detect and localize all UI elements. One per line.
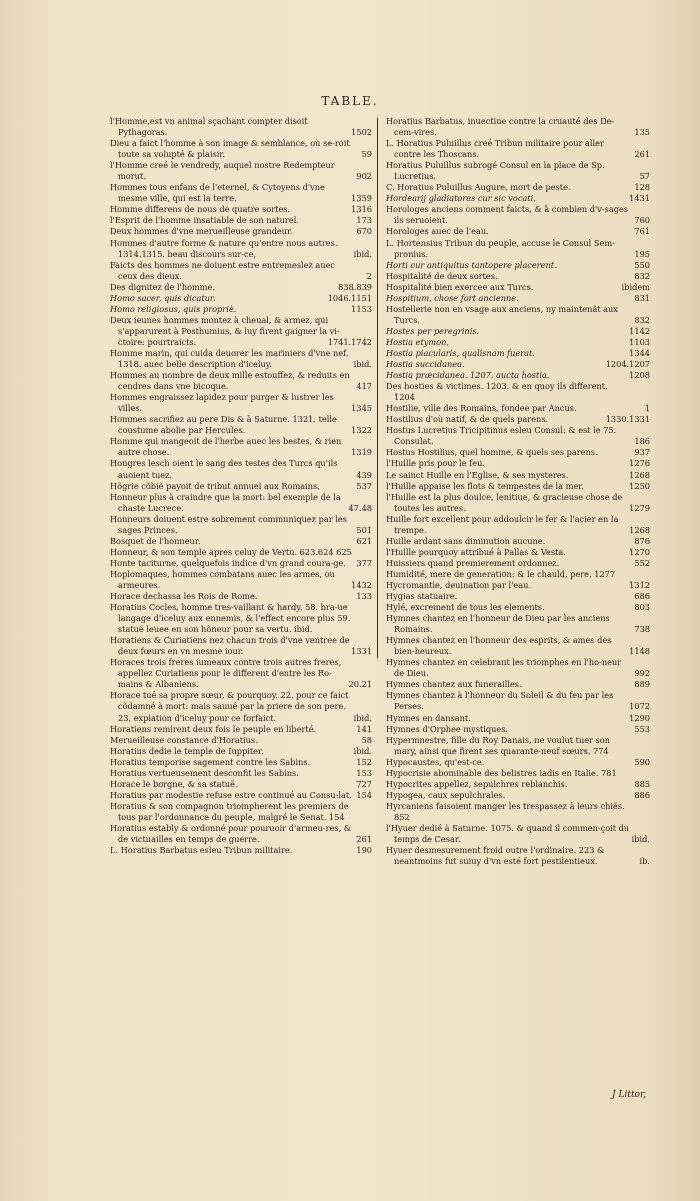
entry-page-ref: ibid.	[353, 712, 372, 723]
entry-page-ref: 1204.1207	[605, 359, 650, 370]
entry-page-ref: 832	[634, 314, 650, 325]
index-entry	[386, 768, 650, 779]
index-entry	[110, 293, 372, 304]
index-entry	[386, 370, 650, 381]
index-entry	[110, 282, 372, 293]
index-entry	[386, 116, 650, 138]
index-entry	[110, 492, 372, 514]
entry-text: Horatius Barbatus, inuectiue contre la cruauté des De-cem-vires.	[386, 116, 615, 138]
entry-text: L. Horatius Puluillus creé Tribun militaire pour aller contre les Thoscans.	[386, 138, 604, 160]
entry-page-ref: 550	[634, 259, 650, 270]
entry-page-ref: 1270	[629, 546, 650, 557]
entry-page-ref: ibidem	[621, 281, 650, 292]
entry-page-ref: 1432	[351, 579, 372, 590]
entry-page-ref: 57	[639, 171, 650, 182]
index-entry	[386, 724, 650, 735]
entry-text: Hostus Hostilius, quel homme, & quels ses parens.	[386, 447, 598, 458]
entry-page-ref: 1319	[351, 447, 372, 458]
entry-text: Huille ardant sans diminution aucune.	[386, 535, 546, 546]
index-entry	[110, 823, 372, 845]
index-entry	[386, 293, 650, 304]
index-entry	[110, 558, 372, 569]
entry-page-ref: 2	[366, 270, 372, 281]
entry-text: Horatius Cocles, homme tres-vaillant & hardy. 58. bra-ue langage d'iceluy aux ennemis, & l'effect encore plus 59. statuë leuee en son hõneur pour sa vertu. ibid.	[110, 602, 351, 635]
index-entry	[110, 591, 372, 602]
index-entry	[110, 182, 372, 204]
entry-page-ref: 1359	[351, 193, 372, 204]
entry-page-ref: 1268	[629, 469, 650, 480]
entry-page-ref: 537	[356, 480, 372, 491]
entry-page-ref: 59	[361, 149, 372, 160]
entry-text: Horatius Puluillus subrogé Consul en la place de Sp. Lucretius.	[386, 160, 605, 182]
index-entry	[110, 690, 372, 723]
entry-text: Hostus Lucretius Tricipitinus esleu Consul: & est le 75. Consulat.	[386, 425, 617, 447]
entry-page-ref: 1046.1151	[327, 292, 372, 303]
entry-page-ref: 1103	[629, 336, 650, 347]
index-entry	[110, 436, 372, 458]
entry-page-ref: 261	[356, 834, 372, 845]
entry-text: Deux ieunes hommes montez à cheual, & armez, qui s'apparurent à Posthumius, & luy firent gaigner la vi-ctoire: pourtraicts.	[110, 314, 340, 347]
entry-text: Hycromantie, deuination par l'eau.	[386, 579, 532, 590]
index-entry	[386, 635, 650, 657]
index-entry	[110, 845, 372, 856]
index-entry	[386, 348, 650, 359]
entry-text: Hospitalité de deux sortes.	[386, 270, 498, 281]
index-entry	[110, 414, 372, 436]
entry-text: Hõgrie cõbiẽ payoit de tribut annuel aux Romains.	[110, 480, 320, 491]
entry-text: Horologes anciens comment faicts, & à combien d'v-sages ils seruoient.	[386, 204, 628, 226]
entry-text: Hostia succidanea.	[386, 359, 465, 370]
entry-text: Hymnes chantez à l'honneur du Soleil & du feu par les Perses.	[386, 690, 614, 712]
entry-text: Horatius par modestie refuse estre continué au Consu-lat.	[110, 789, 352, 800]
column-divider	[377, 118, 378, 658]
entry-text: Horace dechassa les Rois de Rome.	[110, 591, 258, 602]
entry-page-ref: 937	[634, 447, 650, 458]
entry-text: Hostia etymon,	[386, 336, 449, 347]
entry-text: Honte taciturne, quelquefois indice d'vn grand coura-ge.	[110, 557, 346, 568]
entry-text: Hygias statuaire.	[386, 591, 458, 602]
index-entry	[386, 414, 650, 425]
entry-text: l'Homme,est vn animal sçachant compter disoit Pythagoras.	[110, 116, 308, 138]
entry-page-ref: 1279	[629, 502, 650, 513]
entry-page-ref: 1502	[351, 127, 372, 138]
entry-text: Hostilie, ville des Romains, fondee par Ancus.	[386, 403, 577, 414]
entry-text: Hoplomaques, hommes combatans auec les armes, ou armeures.	[110, 568, 335, 590]
entry-text: l'Huille pourquoy attribué à Pallas & Vesta.	[386, 546, 566, 557]
entry-page-ref: ibid.	[353, 248, 372, 259]
index-entry	[110, 635, 372, 657]
index-entry	[110, 514, 372, 536]
index-entry	[110, 315, 372, 348]
entry-text: Hyuer desmesurement froid outre l'ordinaire. 223 & neantmoins fut suiuy d'vn esté fort pestilentieux.	[386, 845, 605, 867]
entry-page-ref: 1331	[351, 646, 372, 657]
index-entry	[110, 160, 372, 182]
index-entry	[386, 713, 650, 724]
entry-text: Bosquet de l'honneur.	[110, 535, 201, 546]
entry-text: Horatiens remirent deux fois le peuple en liberté.	[110, 723, 317, 734]
entry-page-ref: 20.21	[348, 679, 372, 690]
entry-text: Des dignitez de l'homme.	[110, 281, 215, 292]
entry-text: Hostia piacularis, qualisnam fuerat.	[386, 347, 535, 358]
entry-page-ref: 1344	[629, 347, 650, 358]
entry-text: l'Hyuer dedié à Saturne. 1075. & quand il commen-çoit du temps de Cesar.	[386, 823, 630, 845]
entry-page-ref: 1148	[629, 646, 650, 657]
index-entry	[386, 558, 650, 569]
entry-text: Hommes sacrifiez au pere Dis & à Saturne. 1321. telle coustume abolie par Hercules.	[110, 414, 337, 436]
entry-text: Hymnes chantez en l'honneur de Dieu par les anciens Romains.	[386, 613, 610, 635]
entry-page-ref: 803	[634, 602, 650, 613]
entry-text: Horatius dedie le temple de Iuppiter.	[110, 745, 264, 756]
entry-page-ref: 1330.1331	[605, 414, 650, 425]
index-entry	[386, 757, 650, 768]
entry-text: Hymnes chantez aux funerailles.	[386, 679, 522, 690]
entry-page-ref: 1290	[629, 712, 650, 723]
entry-page-ref: 377	[356, 557, 372, 568]
left-column	[110, 116, 372, 856]
entry-text: Hostes per peregrinis.	[386, 325, 480, 336]
index-entry	[110, 348, 372, 370]
entry-text: Hylé, excrement de tous les elements.	[386, 602, 545, 613]
entry-page-ref: 553	[634, 723, 650, 734]
entry-text: Hymnes chantez en celebrant les triomphes en l'ho-neur de Dieu.	[386, 657, 622, 679]
entry-page-ref: 261	[634, 149, 650, 160]
index-entry	[386, 182, 650, 193]
entry-text: Hymnes chantez en l'honneur des esprits, & ames des bien-heureux.	[386, 635, 612, 657]
index-entry	[386, 282, 650, 293]
index-entry	[110, 138, 372, 160]
index-entry	[386, 271, 650, 282]
index-entry	[386, 481, 650, 492]
index-entry	[386, 260, 650, 271]
entry-text: Hyrcaniens faisoient manger les trespassez à leurs chiẽs. 852	[386, 800, 625, 822]
right-column	[386, 116, 650, 867]
entry-page-ref: 58	[361, 734, 372, 745]
index-entry	[386, 226, 650, 237]
index-entry	[386, 326, 650, 337]
entry-page-ref: 590	[634, 756, 650, 767]
entry-page-ref: 186	[634, 436, 650, 447]
entry-text: Hypocaustes, qu'est-ce.	[386, 756, 485, 767]
index-entry	[110, 801, 372, 823]
entry-text: Horologes auec de l'eau.	[386, 226, 489, 237]
index-entry	[386, 690, 650, 712]
index-entry	[386, 425, 650, 447]
index-entry	[110, 481, 372, 492]
entry-text: Horace tué sa propre sœur, & pourquoy. 22. pour ce faict cõdamné à mort: mais sauué par la priere de son pere. 23. expiation d'iceluy pour ce forfaict.	[110, 690, 349, 723]
entry-text: Hypermnestre, fille du Roy Danais, ne voulut tuer son mary, ainsi que firent ses quarante-neuf sœurs. 774	[386, 734, 610, 756]
entry-page-ref: 135	[634, 127, 650, 138]
index-entry	[386, 160, 650, 182]
index-entry	[386, 492, 650, 514]
entry-text: Honneur plus à craindre que la mort: bel exemple de la chaste Lucrece.	[110, 491, 341, 513]
entry-page-ref: 1	[644, 403, 650, 414]
entry-page-ref: 173	[356, 215, 372, 226]
index-entry	[386, 138, 650, 160]
index-entry	[386, 447, 650, 458]
entry-text: Hostia præcidanea. 1207. aucta hostia.	[386, 370, 550, 381]
entry-page-ref: 902	[356, 171, 372, 182]
index-entry	[110, 304, 372, 315]
index-entry	[110, 536, 372, 547]
entry-text: Hostellerie non en vsage aux anciens, ny maintenãt aux Turcs.	[386, 303, 618, 325]
index-entry	[110, 392, 372, 414]
entry-text: Le sainct Huille en l'Eglise, & ses mysteres.	[386, 469, 569, 480]
entry-page-ref: 133	[356, 591, 372, 602]
index-entry	[386, 613, 650, 635]
entry-text: Hordearij gladiatores cur sic vocati.	[386, 193, 536, 204]
entry-text: Homo religiosus, quis propriè.	[110, 303, 237, 314]
index-entry	[386, 735, 650, 757]
entry-text: Hymnes en dansant.	[386, 712, 471, 723]
entry-page-ref: 1268	[629, 524, 650, 535]
index-entry	[386, 204, 650, 226]
entry-text: Hypogea, caux sepulchrales.	[386, 789, 506, 800]
entry-text: Hongres lesch oient le sang des testes des Turcs qu'ils auoient tuez.	[110, 458, 338, 480]
entry-page-ref: 417	[356, 381, 372, 392]
index-entry	[386, 304, 650, 326]
entry-page-ref: 738	[634, 624, 650, 635]
index-entry	[386, 779, 650, 790]
entry-page-ref: 876	[634, 535, 650, 546]
index-entry	[386, 536, 650, 547]
index-entry	[386, 193, 650, 204]
entry-page-ref: 832	[634, 270, 650, 281]
entry-text: Hommes engraissez lapidez pour purger & lustrer les villes.	[110, 392, 334, 414]
entry-page-ref: ib.	[639, 856, 650, 867]
entry-page-ref: 1250	[629, 480, 650, 491]
index-entry	[386, 359, 650, 370]
entry-page-ref: 727	[356, 778, 372, 789]
index-entry	[110, 757, 372, 768]
index-entry	[110, 226, 372, 237]
entry-page-ref: ibid.	[353, 745, 372, 756]
entry-page-ref: 1276	[629, 458, 650, 469]
index-entry	[386, 458, 650, 469]
entry-page-ref: 621	[356, 535, 372, 546]
entry-page-ref: 190	[356, 845, 372, 856]
entry-text: Honneurs doiuent estre sobrement communiquez par les sages Princes.	[110, 513, 347, 535]
entry-text: Hommes au nombre de deux mille estouffez, & reduits en cendres dans vne bicoque.	[110, 370, 350, 392]
index-entry	[386, 823, 650, 845]
entry-page-ref: 1208	[629, 370, 650, 381]
entry-text: Horatius & son compagnon triompherent les premiers de tous par l'ordonnance du peuple, malgré le Senat. 154	[110, 800, 349, 822]
index-entry	[110, 746, 372, 757]
entry-text: Horatiens & Curiatiens nez chacun trois d'vne ventree de deux fœurs en vn mesme iour.	[110, 635, 350, 657]
entry-text: Hospitalité bien exercee aux Turcs.	[386, 281, 534, 292]
entry-text: Horatius estably & ordonné pour pouruoir d'armeu-res, & de victuailles en temps de guerre.	[110, 823, 352, 845]
entry-text: Hostilius d'où natif, & de quels parens.	[386, 414, 549, 425]
entry-page-ref: 831	[634, 292, 650, 303]
entry-page-ref: 761	[634, 226, 650, 237]
catchword: J Littor,	[612, 1090, 647, 1100]
index-entry	[110, 724, 372, 735]
entry-text: Homme marin, qui cuida deuorer les mariniers d'vne nef. 1318. auec belle description d'iceluy.	[110, 347, 349, 370]
entry-page-ref: 152	[356, 756, 372, 767]
entry-page-ref: ibid.	[353, 359, 372, 370]
index-entry	[110, 779, 372, 790]
entry-text: Horatius temporise sagement contre les Sabins.	[110, 756, 311, 767]
entry-text: Faicts des hommes ne doiuent estre entremeslez auec ceux des dieux.	[110, 259, 336, 281]
entry-text: l'Homme creé le vendredy, auquel nostre Redempteur morut.	[110, 160, 335, 182]
entry-text: Horti cur antiquitus tantopere placerent.	[386, 259, 557, 270]
entry-page-ref: 1153	[351, 303, 372, 314]
index-entry	[386, 381, 650, 403]
index-entry	[386, 580, 650, 591]
entry-text: Hypocrisie abominable des belistres iadis en Italie. 781	[386, 767, 617, 778]
entry-page-ref: 128	[634, 182, 650, 193]
index-entry	[386, 801, 650, 823]
entry-text: Des hosties & victimes. 1203. & en quoy ils different. 1204	[386, 381, 608, 403]
entry-text: Homo sacer, quis dicatur.	[110, 292, 216, 303]
index-entry	[110, 204, 372, 215]
entry-text: L. Horatius Barbatus esleu Tribun militaire.	[110, 845, 293, 856]
index-entry	[110, 569, 372, 591]
entry-page-ref: 1741.1742	[327, 336, 372, 347]
entry-text: Hypocrites appellez, sepulchres reblanchis.	[386, 778, 568, 789]
index-entry	[386, 403, 650, 414]
entry-text: Huissiers quand premierement ordonnez.	[386, 557, 560, 568]
entry-text: l'Huille est la plus doulce, lenitiue, & gracieuse chose de toutes les autres.	[386, 491, 623, 513]
index-entry	[386, 845, 650, 867]
index-entry	[110, 370, 372, 392]
index-entry	[386, 790, 650, 801]
entry-text: l'Esprit de l'homme insatiable de son naturel.	[110, 215, 299, 226]
index-entry	[386, 337, 650, 348]
entry-text: Merueilleuse constance d'Horatius.	[110, 734, 258, 745]
index-entry	[110, 768, 372, 779]
entry-page-ref: 153	[356, 767, 372, 778]
page-header: TABLE.	[321, 94, 379, 108]
entry-page-ref: 154	[356, 789, 372, 800]
entry-text: Horatius vertueusement desconfit les Sabins.	[110, 767, 299, 778]
entry-text: C. Horatius Puluillus Augure, mort de peste.	[386, 182, 571, 193]
index-entry	[110, 215, 372, 226]
entry-text: Hymnes d'Orphee mystiques.	[386, 723, 509, 734]
entry-text: Hommes tous enfans de l'eternel, & Cytoyens d'vne mesme ville, qui est la terre.	[110, 182, 325, 204]
entry-text: Huille fort excellent pour addoulcir le fer & l'acier en la trempe.	[386, 513, 619, 535]
index-entry	[110, 790, 372, 801]
entry-page-ref: 885	[634, 778, 650, 789]
entry-text: Hospitium, chose fort ancienne.	[386, 292, 519, 303]
entry-page-ref: 1431	[629, 193, 650, 204]
entry-page-ref: 439	[356, 469, 372, 480]
entry-page-ref: 47.48	[348, 502, 372, 513]
entry-text: Homme qui mangeoit de l'herbe auec les bestes, & rien autre chose.	[110, 436, 342, 458]
entry-text: Hommes d'autre forme & nature qu'entre nous autres. 1314.1315. beau discours sur-ce,	[110, 237, 338, 259]
entry-page-ref: 838.839	[338, 281, 372, 292]
entry-page-ref: 1322	[351, 425, 372, 436]
entry-page-ref: 195	[634, 248, 650, 259]
entry-page-ref: 992	[634, 668, 650, 679]
index-entry	[110, 657, 372, 690]
entry-page-ref: 889	[634, 679, 650, 690]
entry-page-ref: 1142	[629, 325, 650, 336]
index-entry	[110, 116, 372, 138]
entry-text: Humidité, mere de generation: & le chauld, pere. 1277	[386, 568, 616, 579]
index-entry	[110, 602, 372, 635]
entry-page-ref: 686	[634, 591, 650, 602]
entry-page-ref: 1072	[629, 701, 650, 712]
entry-text: Dieu a faict l'homme à son image & semblance, où se-roit toute sa volupté & plaisir.	[110, 138, 350, 160]
index-entry	[110, 547, 372, 558]
index-entry	[386, 569, 650, 580]
index-entry	[386, 591, 650, 602]
index-entry	[386, 547, 650, 558]
entry-text: l'Huille pris pour le feu.	[386, 458, 485, 469]
index-entry	[386, 657, 650, 679]
entry-text: Horaces trois freres iumeaux contre trois autres freres, appellez Curiatiens pour le different d'entre les Ro-mains & Albaniens.	[110, 657, 342, 690]
entry-text: l'Huille appaise les flots & tempestes de la mer.	[386, 480, 584, 491]
entry-page-ref: 141	[356, 723, 372, 734]
entry-text: Honneur, & son temple apres celuy de Vertu. 623.624 625	[110, 546, 352, 557]
index-entry	[386, 514, 650, 536]
entry-page-ref: 760	[634, 215, 650, 226]
index-entry	[386, 238, 650, 260]
entry-page-ref: 1312	[629, 579, 650, 590]
entry-page-ref: 1316	[351, 204, 372, 215]
entry-text: Deux hommes d'vne merueilleuse grandeur.	[110, 226, 293, 237]
entry-text: Homme differens de nous de quatre sortes.	[110, 204, 291, 215]
index-entry	[386, 679, 650, 690]
index-entry	[386, 470, 650, 481]
index-entry	[110, 458, 372, 480]
index-entry	[110, 260, 372, 282]
index-entry	[110, 735, 372, 746]
entry-page-ref: 552	[634, 557, 650, 568]
entry-page-ref: 1345	[351, 403, 372, 414]
entry-page-ref: 670	[356, 226, 372, 237]
entry-text: L. Hortensius Tribun du peuple, accuse le Consul Sem-pronius.	[386, 237, 615, 259]
index-entry	[110, 238, 372, 260]
entry-page-ref: 501	[356, 524, 372, 535]
entry-text: Horace le borgne, & sa statuë.	[110, 778, 238, 789]
entry-page-ref: ibid.	[631, 834, 650, 845]
entry-page-ref: 886	[634, 789, 650, 800]
index-entry	[386, 602, 650, 613]
